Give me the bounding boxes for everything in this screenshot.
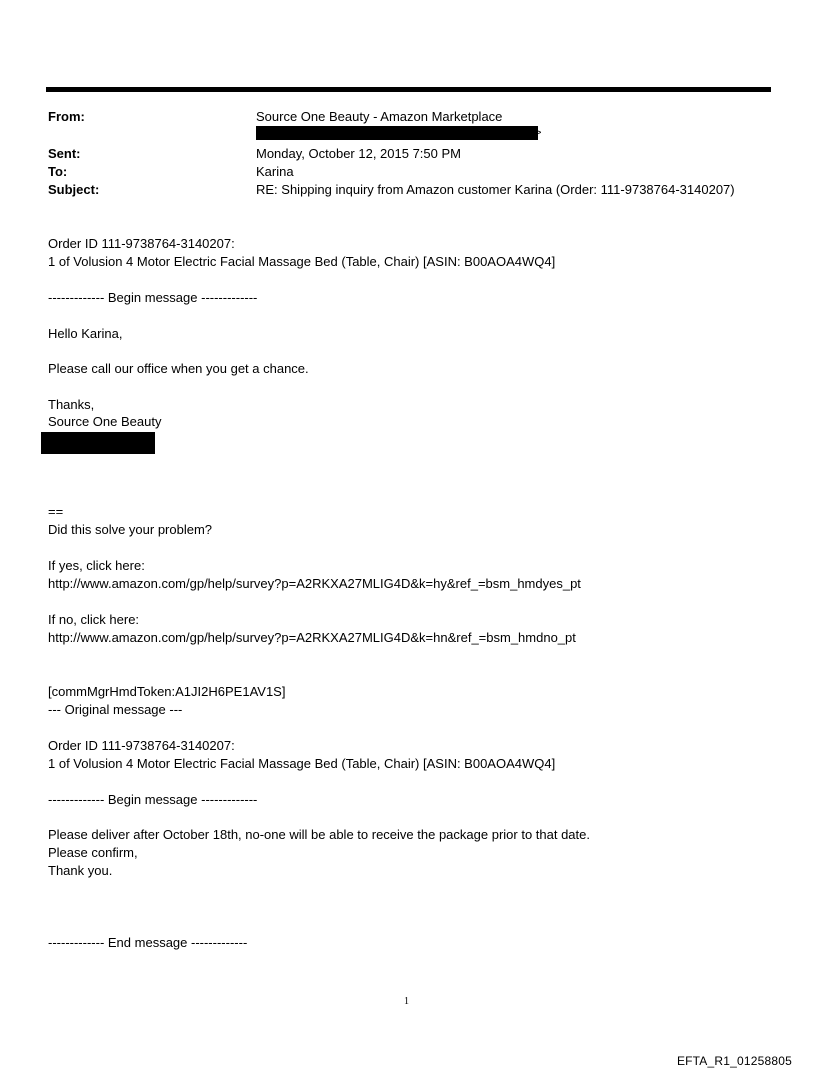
orig-line-2: Please confirm, (48, 845, 138, 860)
orig-item-line: 1 of Volusion 4 Motor Electric Facial Massage Bed (Table, Chair) [ASIN: B00AOA4WQ4] (48, 756, 556, 771)
order-id-line: Order ID 111-9738764-3140207: (48, 236, 235, 251)
subject-label: Subject: (48, 182, 100, 197)
begin-message-line: ------------- Begin message ------------- (48, 290, 258, 305)
orig-line-1: Please deliver after October 18th, no-one will be able to receive the package prior to that date. (48, 827, 590, 842)
to-label: To: (48, 164, 68, 179)
signature-line: Source One Beauty (48, 414, 162, 429)
from-label: From: (48, 109, 85, 124)
orig-begin-message-line: ------------- Begin message ------------- (48, 792, 258, 807)
sent-value: Monday, October 12, 2015 7:50 PM (256, 146, 461, 161)
sent-label: Sent: (48, 146, 81, 161)
header-rule (46, 87, 771, 92)
no-label-line: If no, click here: (48, 612, 140, 627)
from-value: Source One Beauty - Amazon Marketplace (256, 109, 503, 124)
to-value: Karina (256, 164, 294, 179)
redacted-email-box (256, 126, 538, 140)
question-line: Did this solve your problem? (48, 522, 213, 537)
greeting-line: Hello Karina, (48, 326, 123, 341)
orig-line-3: Thank you. (48, 863, 113, 878)
token-line: [commMgrHmdToken:A1JI2H6PE1AV1S] (48, 684, 286, 699)
orig-order-id-line: Order ID 111-9738764-3140207: (48, 738, 235, 753)
redacted-signature-box (41, 432, 155, 454)
bates-number: EFTA_R1_01258805 (676, 1054, 792, 1068)
email-closing-bracket: > (535, 127, 542, 139)
message-line: Please call our office when you get a chance. (48, 361, 309, 376)
yes-survey-link[interactable]: http://www.amazon.com/gp/help/survey?p=A2RKXA27MLIG4D&k=hy&ref_=bsm_hmdyes_pt (48, 576, 581, 591)
page-number: 1 (404, 996, 409, 1007)
separator-line: == (48, 504, 64, 519)
no-survey-link[interactable]: http://www.amazon.com/gp/help/survey?p=A2RKXA27MLIG4D&k=hn&ref_=bsm_hmdno_pt (48, 630, 576, 645)
end-message-line: ------------- End message ------------- (48, 935, 248, 950)
item-line: 1 of Volusion 4 Motor Electric Facial Massage Bed (Table, Chair) [ASIN: B00AOA4WQ4] (48, 254, 556, 269)
thanks-line: Thanks, (48, 397, 95, 412)
original-message-line: --- Original message --- (48, 702, 183, 717)
yes-label-line: If yes, click here: (48, 558, 145, 573)
subject-value: RE: Shipping inquiry from Amazon customer Karina (Order: 111-9738764-3140207) (256, 182, 735, 197)
